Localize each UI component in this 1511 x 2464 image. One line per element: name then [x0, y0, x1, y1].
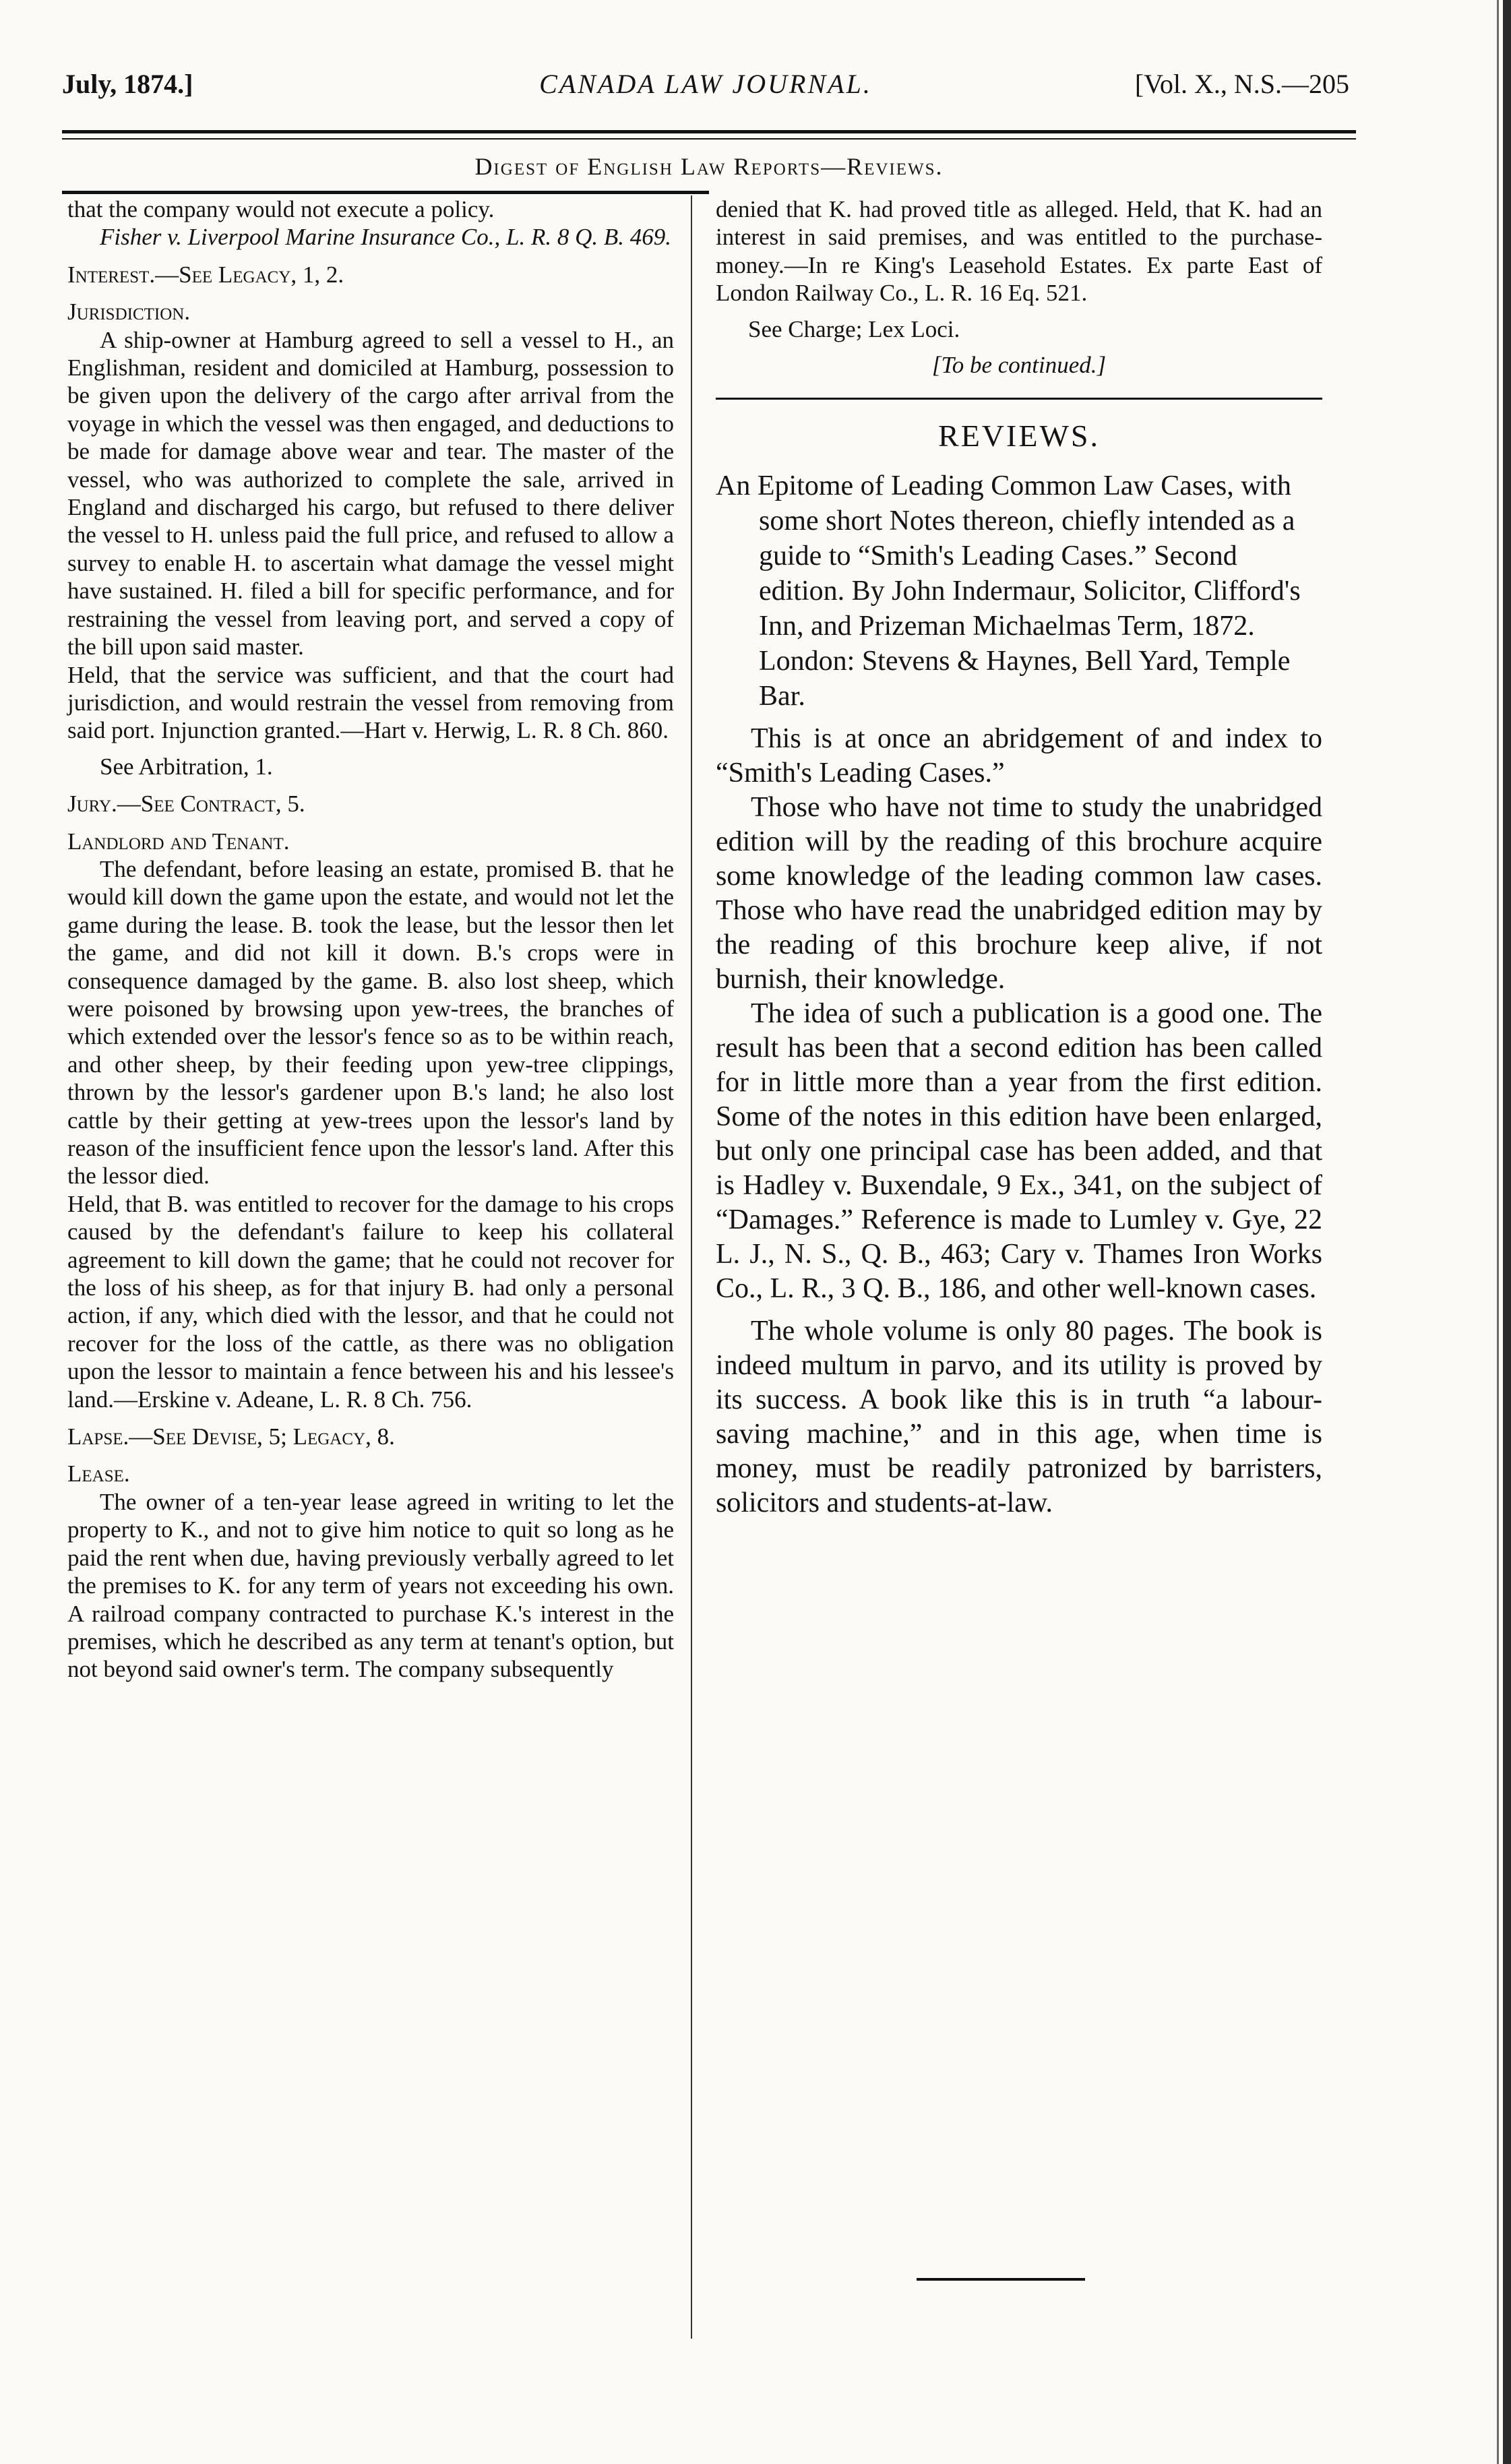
header-rule-thin	[62, 138, 1356, 140]
end-rule	[917, 2278, 1085, 2281]
column-divider	[691, 195, 692, 2339]
text-landlord-held: Held, that B. was entitled to recover for the damage to his crops caused by the defendant's failure to keep his collateral agreement to kill down the game; that he could not recover for the loss of his sheep, as for that injury B. had only a personal action, if any, which died with the lessor, and that he could not recover for the loss of the cattle, as there was no obligation upon the lessor to maintain a fence between his and his lessee's land.—Erskine v. Adeane, L. R. 8 Ch. 756.	[67, 1190, 674, 1413]
text-landlord-tenant: The defendant, before leasing an estate, promised B. that he would kill down the game upon the estate, and would not let the game during the lease. B. took the lease, but the lessor then let the game, and did not kill it down. B.'s crops were in consequence damaged by the game. B. also lost sheep, which were poisoned by browsing upon yew-trees, the branches of which extended over the lessor's fence so as to be within reach, and other sheep, by their feeding upon yew-tree clippings, thrown by the lessor's gardener upon B.'s land; he also lost cattle by their getting at yew-trees upon the lessor's land by reason of the insufficient fence upon the lessor's land. After this the lessor died.	[67, 855, 674, 1190]
to-be-continued: [To be continued.]	[931, 352, 1107, 379]
right-column	[716, 195, 1322, 1520]
text-jurisdiction: A ship-owner at Hamburg agreed to sell a vessel to H., an Englishman, resident and domiciled at Hamburg, possession to be given upon the delivery of the cargo after arrival from the voyage in which the vessel was then engaged, and deductions to be made for damage above wear and tear. The master of the vessel, who was authorized to complete the sale, arrived in England and discharged his cargo, but refused to there deliver the vessel to H. unless paid the full price, and refused to allow a survey to enable H. to ascertain what damage the vessel might have sustained. H. filed a bill for specific performance, and for restraining the vessel from leaving port, and served a copy of the bill upon said master.	[67, 326, 674, 660]
text-lease: The owner of a ten-year lease agreed in writing to let the property to K., and not to give him notice to quit so long as he paid the rent when due, having previously verbally agreed to let the premises to K. for any term of years not exceeding his own. A railroad company contracted to purchase K.'s interest in the premises, which he described as any term at tenant's option, but not beyond said owner's term. The company subsequently	[67, 1488, 674, 1683]
text-fisher-policy: that the company would not execute a policy.	[67, 196, 495, 222]
section-title: Digest of English Law Reports—Reviews.	[474, 153, 944, 180]
review-paragraph-4: The whole volume is only 80 pages. The book is indeed multum in parvo, and its utility is proved by its success. A book like this is in truth “a labour-saving machine,” and in this age, when time is money, must be readily patronized by barristers, solicitors and students-at-law.	[716, 1316, 1322, 1519]
page-edge	[1503, 0, 1511, 2464]
reviews-title: REVIEWS.	[938, 419, 1100, 454]
text-jurisdiction-held: Held, that the service was sufficient, and that the court had jurisdiction, and would restrain the vessel from removing from said port. Injunction granted.—Hart v. Herwig, L. R. 8 Ch. 860.	[67, 661, 674, 744]
see-arbitration: See Arbitration, 1.	[100, 753, 273, 780]
heading-lapse: Lapse.—See Devise, 5; Legacy, 8.	[67, 1423, 395, 1450]
case-citation-fisher: Fisher v. Liverpool Marine Insurance Co., L. R. 8 Q. B. 469.	[100, 224, 672, 251]
review-paragraph-3: The idea of such a publication is a good one. The result has been that a second edition has been called for in little more than a year from the first edition. Some of the notes in this edition have been enlarged, but only one principal case has been added, and that is Hadley v. Buxendale, 9 Ex., 341, on the subject of “Damages.” Reference is made to Lumley v. Gye, 22 L. J., N. S., Q. B., 463; Cary v. Thames Iron Works Co., L. R., 3 Q. B., 186, and other well-known cases.	[716, 998, 1322, 1305]
review-book-heading: An Epitome of Leading Common Law Cases, with some short Notes thereon, chiefly intended as a guide to “Smith's Leading Cases.” Second edition. By John Indermaur, Solicitor, Clifford's Inn, and Prizeman Michaelmas Term, 1872. London: Stevens & Haynes, Bell Yard, Temple Bar.	[716, 470, 1301, 712]
running-head	[62, 61, 1349, 108]
journal-title: CANADA LAW JOURNAL.	[539, 69, 872, 99]
text-lease-continued: denied that K. had proved title as alleged. Held, that K. had an interest in said premises, and was entitled to the purchase-money.—In re King's Leasehold Estates. Ex parte East of London Railway Co., L. R. 16 Eq. 521.	[716, 196, 1322, 307]
heading-landlord-tenant: Landlord and Tenant.	[67, 828, 290, 855]
heading-jury: Jury.—See Contract, 5.	[67, 791, 305, 818]
review-paragraph-1: This is at once an abridgement of and index to “Smith's Leading Cases.”	[716, 723, 1322, 789]
heading-interest: Interest.—See Legacy, 1, 2.	[67, 261, 344, 288]
review-body	[716, 722, 1322, 1520]
section-rule	[62, 191, 709, 194]
review-paragraph-2: Those who have not time to study the unabridged edition will by the reading of this brochure acquire some knowledge of the leading common law cases. Those who have read the unabridged edition may by the reading of this brochure keep alive, if not burnish, their knowledge.	[716, 792, 1322, 995]
page-edge-line	[1497, 0, 1499, 2464]
left-column	[67, 195, 674, 1684]
volume-page: [Vol. X., N.S.—205	[1134, 69, 1349, 99]
heading-lease: Lease.	[67, 1460, 130, 1487]
header-rule-thick	[62, 130, 1356, 133]
heading-jurisdiction: Jurisdiction.	[67, 299, 191, 326]
see-charge: See Charge; Lex Loci.	[748, 315, 960, 342]
reviews-top-rule	[716, 398, 1322, 400]
issue-date: July, 1874.]	[62, 69, 193, 99]
